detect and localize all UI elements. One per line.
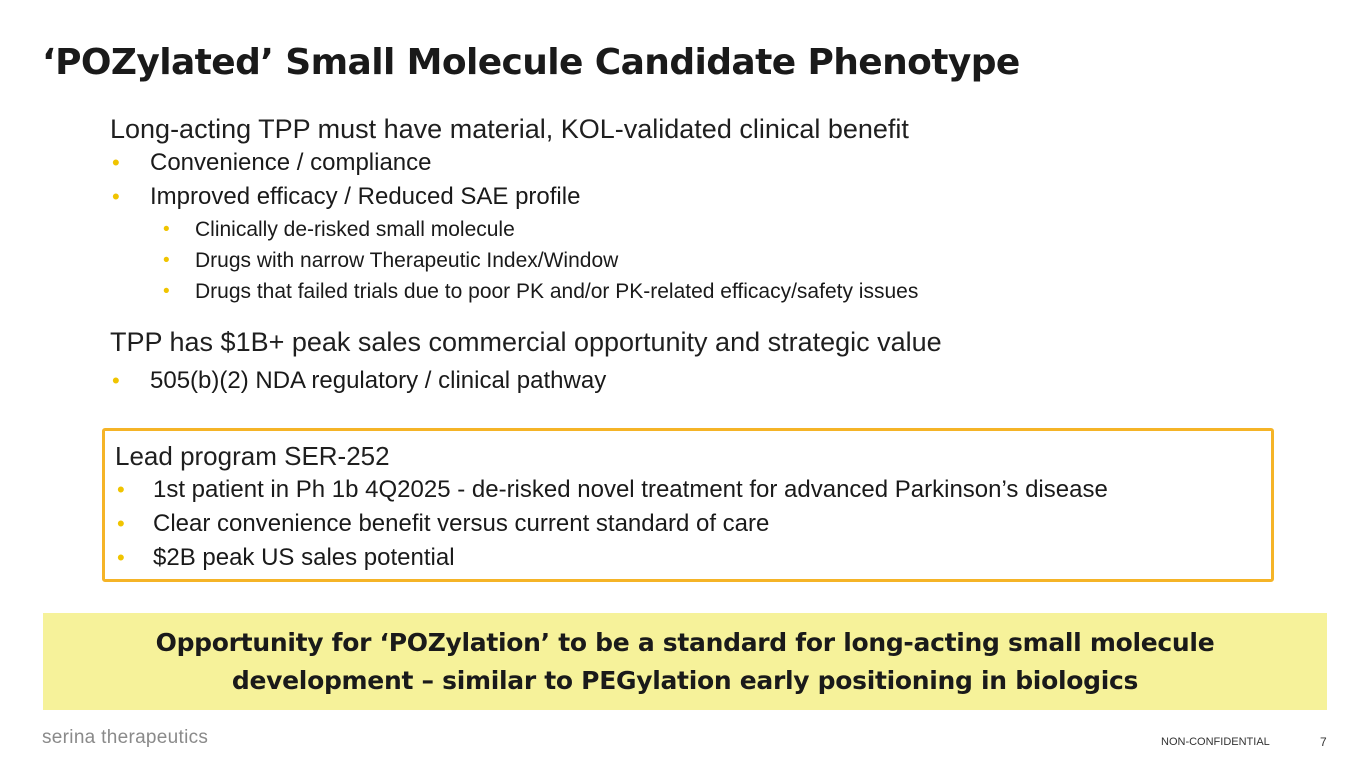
bullet-dot-icon: • (163, 219, 170, 240)
bullet-text: Improved efficacy / Reduced SAE profile (150, 183, 581, 210)
bullet-dot-icon: • (117, 511, 125, 536)
bullet-item (115, 507, 1108, 541)
bullet-text: Convenience / compliance (150, 149, 432, 176)
bullet-dot-icon: • (112, 184, 120, 209)
bullet-text: 505(b)(2) NDA regulatory / clinical pathway (150, 367, 607, 394)
bullet-dot-icon: • (117, 545, 125, 570)
bullet-item (115, 541, 1108, 575)
bullet-text: Drugs that failed trials due to poor PK and/or PK-related efficacy/safety issues (195, 280, 919, 303)
bullet-item (115, 473, 1108, 507)
sub-bullet-item (110, 276, 918, 307)
banner-line: development – similar to PEGylation early positioning in biologics (231, 665, 1139, 695)
lead-program-content (115, 439, 1108, 575)
bullet-item (110, 180, 918, 214)
opportunity-banner (43, 613, 1327, 710)
confidentiality-label: NON-CONFIDENTIAL (1161, 736, 1270, 748)
banner-line: Opportunity for ‘POZylation’ to be a standard for long-acting small molecule (155, 627, 1215, 657)
sub-bullet-item (110, 245, 918, 276)
bullet-text: 1st patient in Ph 1b 4Q2025 - de-risked novel treatment for advanced Parkinson’s disease (153, 476, 1108, 503)
bullet-text: Clinically de-risked small molecule (195, 218, 515, 241)
lead-program-box (102, 428, 1274, 582)
company-logo: serina therapeutics (42, 727, 209, 748)
slide-title: ‘POZylated’ Small Molecule Candidate Phenotype (42, 42, 1020, 83)
bullet-text: $2B peak US sales potential (153, 544, 455, 571)
section-heading: TPP has $1B+ peak sales commercial opportunity and strategic value (110, 327, 942, 357)
bullet-text: Clear convenience benefit versus current standard of care (153, 510, 770, 537)
bullet-text: Drugs with narrow Therapeutic Index/Window (195, 249, 619, 272)
bullet-dot-icon: • (163, 281, 170, 302)
bullet-item (110, 146, 918, 180)
bullet-dot-icon: • (163, 250, 170, 271)
section-heading: Long-acting TPP must have material, KOL-validated clinical benefit (110, 114, 909, 144)
banner-text (156, 624, 1215, 700)
clinical-benefit-section (110, 112, 918, 307)
bullet-dot-icon: • (117, 477, 125, 502)
commercial-section (110, 325, 942, 398)
sub-bullet-item (110, 214, 918, 245)
bullet-dot-icon: • (112, 368, 120, 393)
page-number: 7 (1320, 735, 1327, 749)
bullet-dot-icon: • (112, 150, 120, 175)
bullet-item (110, 364, 942, 398)
lead-heading: Lead program SER-252 (115, 441, 390, 471)
